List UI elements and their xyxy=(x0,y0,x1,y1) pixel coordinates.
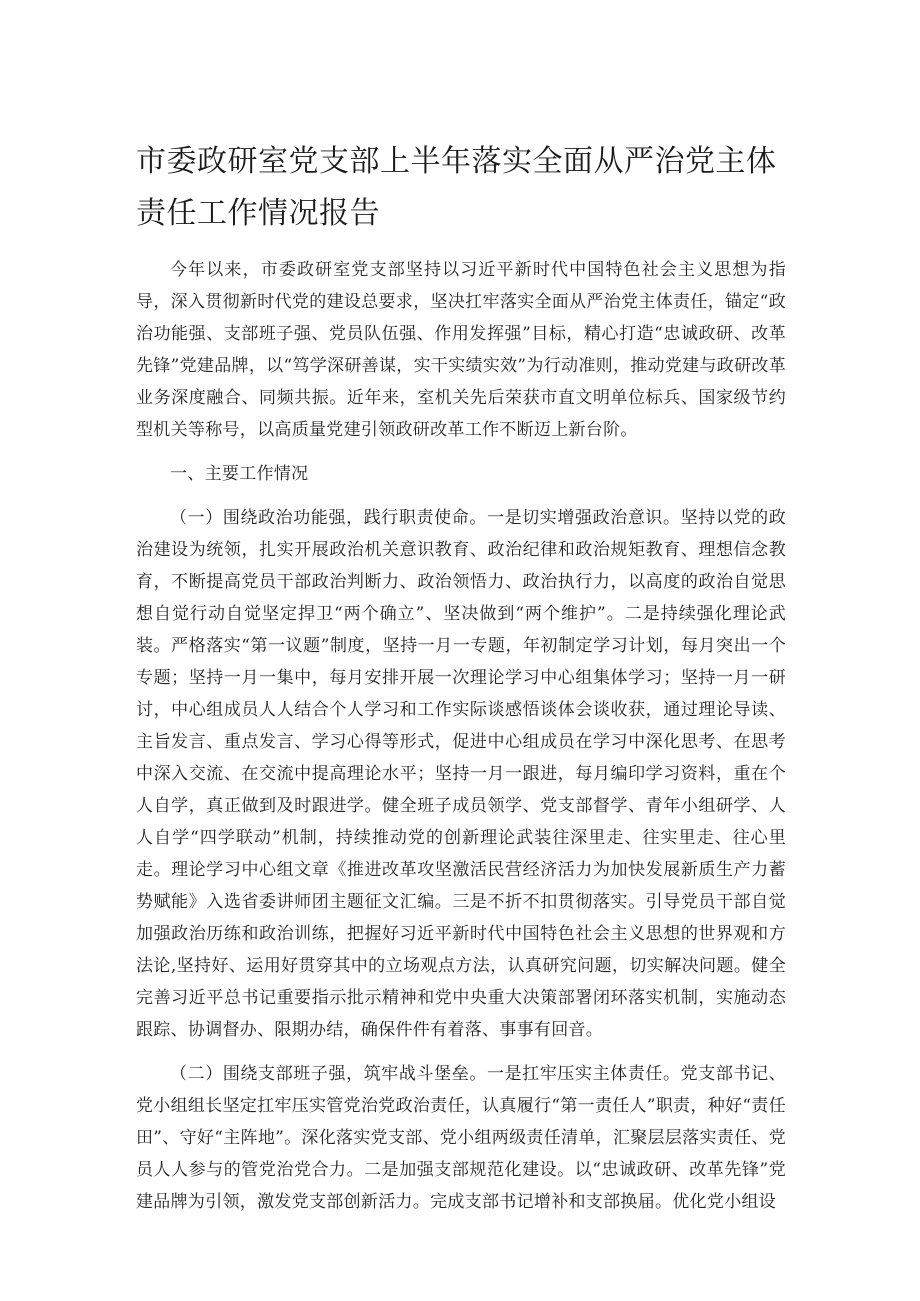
intro-paragraph: 今年以来，市委政研室党支部坚持以习近平新时代中国特色社会主义思想为指导，深入贯彻新时代党的建设总要求，坚决扛牢落实全面从严治党主体责任，锚定“政治功能强、支部班子强、党员队伍强、作用发挥强”目标，精心打造“忠诚政研、改革先锋”党建品牌，以“笃学深研善谋，实干实绩实效”为行动准则，推动党建与政研改革业务深度融合、同频共振。近年来，室机关先后荣获市直文明单位标兵、国家级节约型机关等称号，以高质量党建引领政研改革工作不断迈上新台阶。 xyxy=(136,260,786,440)
document-title: 市委政研室党支部上半年落实全面从严治党主体责任工作情况报告 xyxy=(136,144,777,231)
section-2-paragraph: （二）围绕支部班子强，筑牢战斗堡垒。一是扛牢压实主体责任。党支部书记、党小组组长坚定扛牢压实管党治党政治责任，认真履行“第一责任人”职责，种好“责任田”、守好“主阵地”。深化落实党支部、党小组两级责任清单，汇聚层层落实责任、党员人人参与的管党治党合力。二是加强支部规范化建设。以“忠诚政研、改革先锋”党建品牌为引领，激发党支部创新活力。完成支部书记增补和支部换届。优化党小组设 xyxy=(136,1064,786,1212)
document-body xyxy=(136,254,786,1230)
section-1-paragraph: （一）围绕政治功能强，践行职责使命。一是切实增强政治意识。坚持以党的政治建设为统领，扎实开展政治机关意识教育、政治纪律和政治规矩教育、理想信念教育，不断提高党员干部政治判断力、政治领悟力、政治执行力，以高度的政治自觉思想自觉行动自觉坚定捍卫“两个确立”、坚决做到“两个维护”。二是持续强化理论武装。严格落实“第一议题”制度，坚持一月一专题，年初制定学习计划，每月突出一个专题；坚持一月一集中，每月安排开展一次理论学习中心组集体学习；坚持一月一研讨，中心组成员人人结合个人学习和工作实际谈感悟谈体会谈收获，通过理论导读、主旨发言、重点发言、学习心得等形式，促进中心组成员在学习中深化思考、在思考中深入交流、在交流中提高理论水平；坚持一月一跟进，每月编印学习资料，重在个人自学，真正做到及时跟进学。健全班子成员领学、党支部督学、青年小组研学、人人自学“四学联动”机制，持续推动党的创新理论武装往深里走、往实里走、往心里走。理论学习中心组文章《推进改革攻坚激活民营经济活力为加快发展新质生产力蓄势赋能》入选省委讲师团主题征文汇编。三是不折不扣贯彻落实。引导党员干部自觉加强政治历练和政治训练，把握好习近平新时代中国特色社会主义思想的世界观和方法论,坚持好、运用好贯穿其中的立场观点方法，认真研究问题，切实解决问题。健全完善习近平总书记重要指示批示精神和党中央重大决策部署闭环落实机制，实施动态跟踪、协调督办、限期办结，确保件件有着落、事事有回音。 xyxy=(136,508,786,1040)
section-heading: 一、主要工作情况 xyxy=(170,464,309,484)
